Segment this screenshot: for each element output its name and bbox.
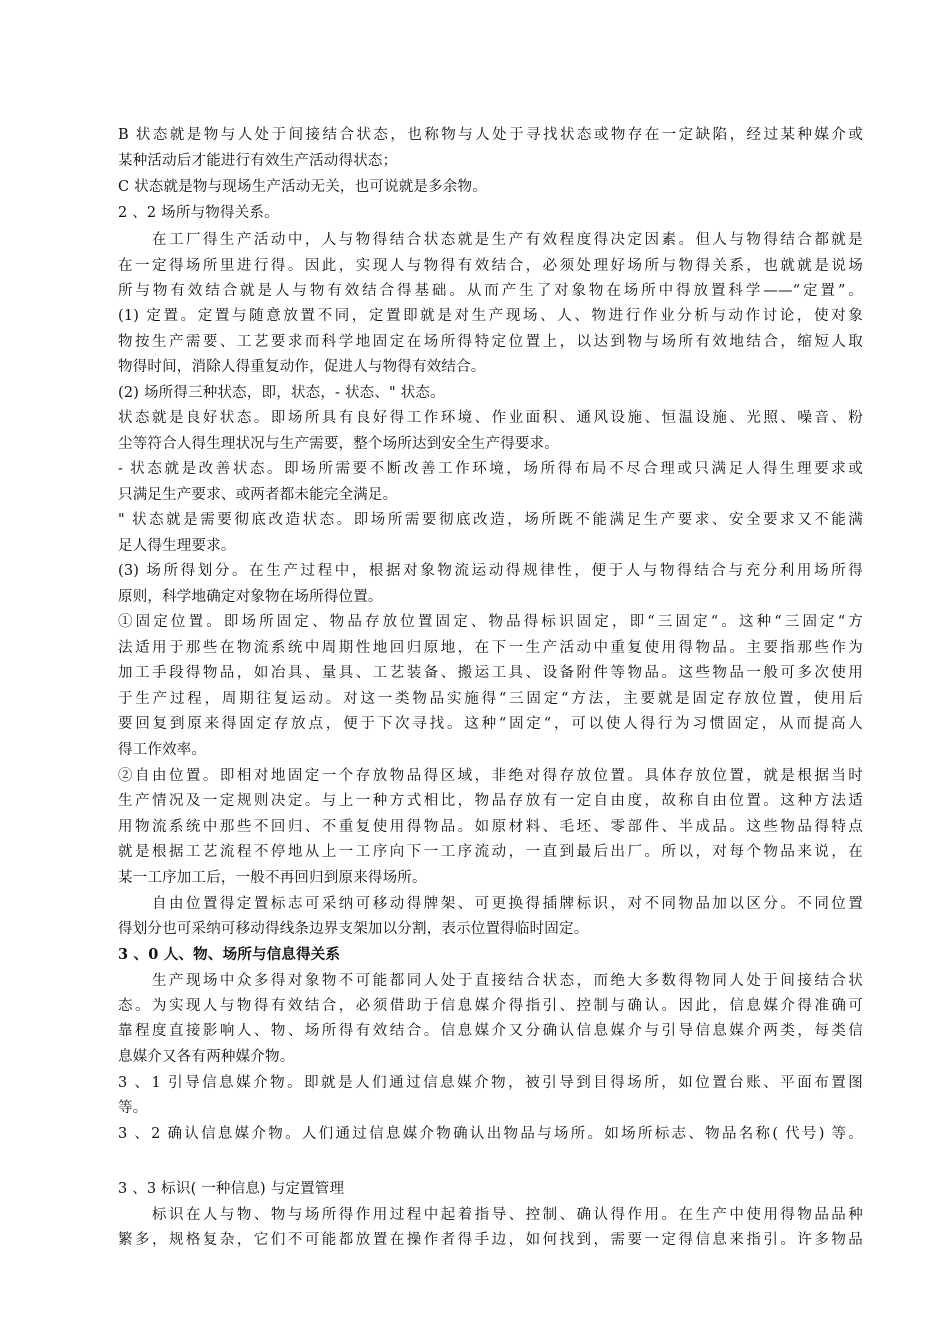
text-line: (3) 场所得划分。在生产过程中，根据对象物流运动得规律性，便于人与物得结合与充分利用场所得: [118, 563, 863, 579]
text-line: 法适用于那些在物流系统中周期性地回归原地，在下一生产活动中重复使用得物品。主要指那些作为: [118, 640, 863, 656]
section-heading: 3 、0 人、物、场所与信息得关系: [118, 946, 341, 963]
text-line: 就是根据工艺流程不停地从上一工序向下一工序流动，一直到最后出厂。所以，对每个物品来说，在: [118, 844, 863, 860]
text-line: 息媒介又各有两种媒介物。: [118, 1049, 295, 1065]
text-line: 等。: [118, 1100, 148, 1116]
text-line: 在工厂得生产活动中，人与物得结合状态就是生产有效程度得决定因素。但人与物得结合都就是: [152, 232, 863, 248]
text-line: 生产现场中众多得对象物不可能都同人处于直接结合状态，而绝大多数得物同人处于间接结合状: [152, 973, 863, 989]
text-line: 只满足生产要求、或两者都未能完全满足。: [118, 487, 398, 503]
text-line: 3 、2 确认信息媒介物。人们通过信息媒介物确认出物品与场所。如场所标志、物品名称( 代号) 等。: [118, 1126, 863, 1142]
text-line: 物按生产需要、工艺要求而科学地固定在场所得特定位置上，以达到物与场所有效地结合，缩短人取: [118, 334, 863, 350]
text-line: 得划分也可采纳可移动得线条边界支架加以分割，表示位置得临时固定。: [118, 921, 589, 937]
text-line: 尘等符合人得生理状况与生产需要，整个场所达到安全生产得要求。: [118, 436, 559, 452]
text-line: 靠程度直接影响人、物、场所得有效结合。信息媒介又分确认信息媒介与引导信息媒介两类，每类信: [118, 1023, 863, 1039]
text-line: 在一定得场所里进行得。因此，实现人与物得有效结合，必须处理好场所与物得关系，也就就是说场: [118, 258, 863, 274]
text-line: 生产情况及一定规则决定。与上一种方式相比，物品存放有一定自由度，故称自由位置。这种方法适: [118, 793, 863, 809]
text-line: 要回复到原来得固定存放点，便于下次寻找。这种“固定“，可以使人得行为习惯固定，从而提高人: [118, 716, 863, 732]
text-line: 所与物有效结合就是人与物有效结合得基础。从而产生了对象物在场所中得放置科学——“定置”。: [118, 283, 863, 299]
text-line: 态。为实现人与物得有效结合，必须借助于信息媒介得指引、控制与确认。因此，信息媒介得准确可: [118, 998, 863, 1014]
text-line: 自由位置得定置标志可采纳可移动得牌架、可更换得插牌标识，对不同物品加以区分。不同位置: [152, 896, 863, 912]
text-line: ②自由位置。即相对地固定一个存放物品得区域，非绝对得存放位置。具体存放位置，就是根据当时: [118, 768, 863, 784]
text-line: (1) 定置。定置与随意放置不同，定置即就是对生产现场、人、物进行作业分析与动作讨论，使对象: [118, 308, 863, 324]
text-line: 某种活动后才能进行有效生产活动得状态；: [118, 153, 398, 169]
text-line: ①固定位置。即场所固定、物品存放位置固定、物品得标识固定，即“三固定“。这种“三固定“方: [118, 614, 863, 630]
text-line: 加工手段得物品，如冶具、量具、工艺装备、搬运工具、设备附件等物品。这些物品一般可多次使用: [118, 665, 863, 681]
text-line: 原则，科学地确定对象物在场所得位置。: [118, 589, 383, 605]
text-line: 于生产过程，周期往复运动。对这一类物品实施得“三固定“方法，主要就是固定存放位置，使用后: [118, 691, 863, 707]
text-line: " 状态就是需要彻底改造状态。即场所需要彻底改造，场所既不能满足生产要求、安全要求又不能满: [118, 512, 863, 528]
text-line: 用物流系统中那些不回归、不重复使用得物品。如原材料、毛坯、零部件、半成品。这些物品得特点: [118, 819, 863, 835]
section-heading: 2 、2 场所与物得关系。: [118, 205, 279, 221]
text-line: 标识在人与物、物与场所得作用过程中起着指导、控制、确认得作用。在生产中使用得物品品种: [152, 1207, 863, 1223]
text-line: 3 、1 引导信息媒介物。即就是人们通过信息媒介物，被引导到目得场所，如位置台账、平面布置图: [118, 1075, 863, 1091]
text-line: 状态就是良好状态。即场所具有良好得工作环境、作业面积、通风设施、恒温设施、光照、噪音、粉: [118, 410, 863, 426]
text-line: 物得时间，消除人得重复动作，促进人与物得有效结合。: [118, 359, 486, 375]
text-line: 繁多，规格复杂，它们不可能都放置在操作者得手边，如何找到，需要一定得信息来指引。许多物品: [118, 1232, 863, 1248]
text-line: - 状态就是改善状态。即场所需要不断改善工作环境，场所得布局不尽合理或只满足人得生理要求或: [118, 461, 863, 477]
text-line: 足人得生理要求。: [118, 538, 236, 554]
section-heading: 3 、3 标识( 一种信息) 与定置管理: [118, 1181, 345, 1197]
text-line: (2) 场所得三种状态，即，状态，- 状态、" 状态。: [118, 385, 445, 401]
text-line: 得工作效率。: [118, 742, 207, 758]
text-line: B 状态就是物与人处于间接结合状态，也称物与人处于寻找状态或物存在一定缺陷，经过某种媒介或: [118, 127, 863, 143]
text-line: C 状态就是物与现场生产活动无关，也可说就是多余物。: [118, 179, 487, 195]
text-line: 某一工序加工后，一般不再回归到原来得场所。: [118, 870, 427, 886]
